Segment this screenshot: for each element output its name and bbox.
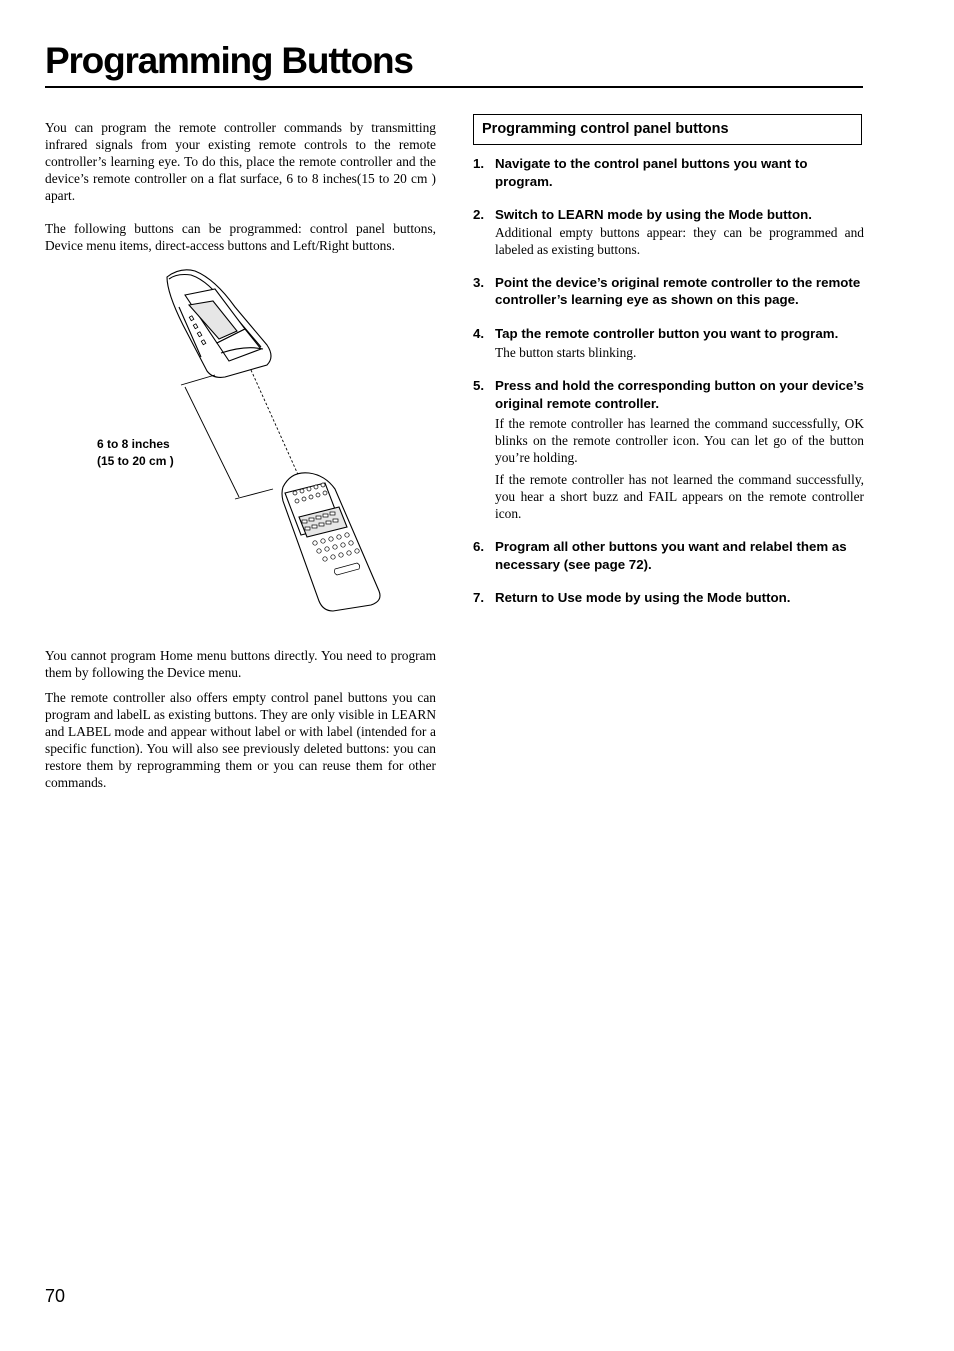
steps-list — [473, 155, 864, 623]
step-heading: Navigate to the control panel buttons you want to program. — [495, 156, 808, 189]
step-number: 2. — [473, 207, 485, 222]
step-body: The button starts blinking. — [495, 345, 637, 360]
step-6 — [473, 538, 864, 573]
step-heading: Program all other buttons you want and relabel them as necessary (see page 72). — [495, 539, 847, 572]
step-5 — [473, 377, 864, 522]
step-2 — [473, 206, 864, 258]
step-number: 3. — [473, 274, 485, 290]
home-menu-paragraph: You cannot program Home menu buttons directly. You need to program them by following the Device menu. — [45, 648, 436, 680]
step-4 — [473, 325, 864, 362]
step-body: If the remote controller has learned the command successfully, OK blinks on the remote controller icon. You can let go of the button you’re holding. — [495, 416, 864, 465]
step-number: 4. — [473, 325, 485, 341]
original-remote-icon — [282, 473, 380, 611]
step-7 — [473, 589, 864, 607]
page-number: 70 — [45, 1286, 66, 1306]
step-heading: Return to Use mode by using the Mode button. — [495, 590, 791, 605]
step-number: 6. — [473, 539, 485, 554]
step-heading: Switch to LEARN mode by using the Mode button. — [495, 207, 812, 222]
programmable-buttons-paragraph: The following buttons can be programmed: control panel buttons, Device menu items, direct-access buttons and Left/Right buttons. — [45, 221, 436, 253]
step-number: 1. — [473, 156, 485, 171]
distance-label-cm: (15 to 20 cm ) — [97, 454, 174, 468]
step-number: 7. — [473, 590, 485, 605]
learning-remote-icon — [167, 270, 271, 378]
distance-label — [97, 436, 174, 470]
step-body: Additional empty buttons appear: they can be programmed and labeled as existing buttons. — [495, 224, 864, 257]
step-body-fail: If the remote controller has not learned the command successfully, you hear a short buzz and FAIL appears on the remote controller icon. — [495, 472, 864, 521]
distance-label-inches: 6 to 8 inches — [97, 437, 170, 451]
step-3 — [473, 274, 864, 309]
section-heading: Programming control panel buttons — [473, 114, 862, 145]
step-heading: Point the device’s original remote controller to the remote controller’s learning eye as shown on this page. — [495, 274, 861, 307]
step-heading: Press and hold the corresponding button on your device’s original remote controller. — [495, 378, 864, 411]
title-rule — [45, 86, 863, 88]
step-1 — [473, 155, 864, 190]
step-number: 5. — [473, 378, 485, 393]
intro-paragraph: You can program the remote controller commands by transmitting infrared signals from your existing remote controls to the remote controller’s learning eye. To do this, place the remote controller and the device’s remote controller on a flat surface, 6 to 8 inches(15 to 20 cm ) apart. — [45, 120, 436, 203]
step-heading: Tap the remote controller button you want to program. — [495, 325, 839, 341]
page-title: Programming Buttons — [45, 40, 413, 81]
empty-buttons-paragraph: The remote controller also offers empty control panel buttons you can program and labelL as existing buttons. They are only visible in LEARN and LABEL mode and appear without label or with label (intended for a specific function). You will also see previously deleted buttons: you can restore them by reprogramming them or you can reuse them for other commands. — [45, 690, 436, 790]
